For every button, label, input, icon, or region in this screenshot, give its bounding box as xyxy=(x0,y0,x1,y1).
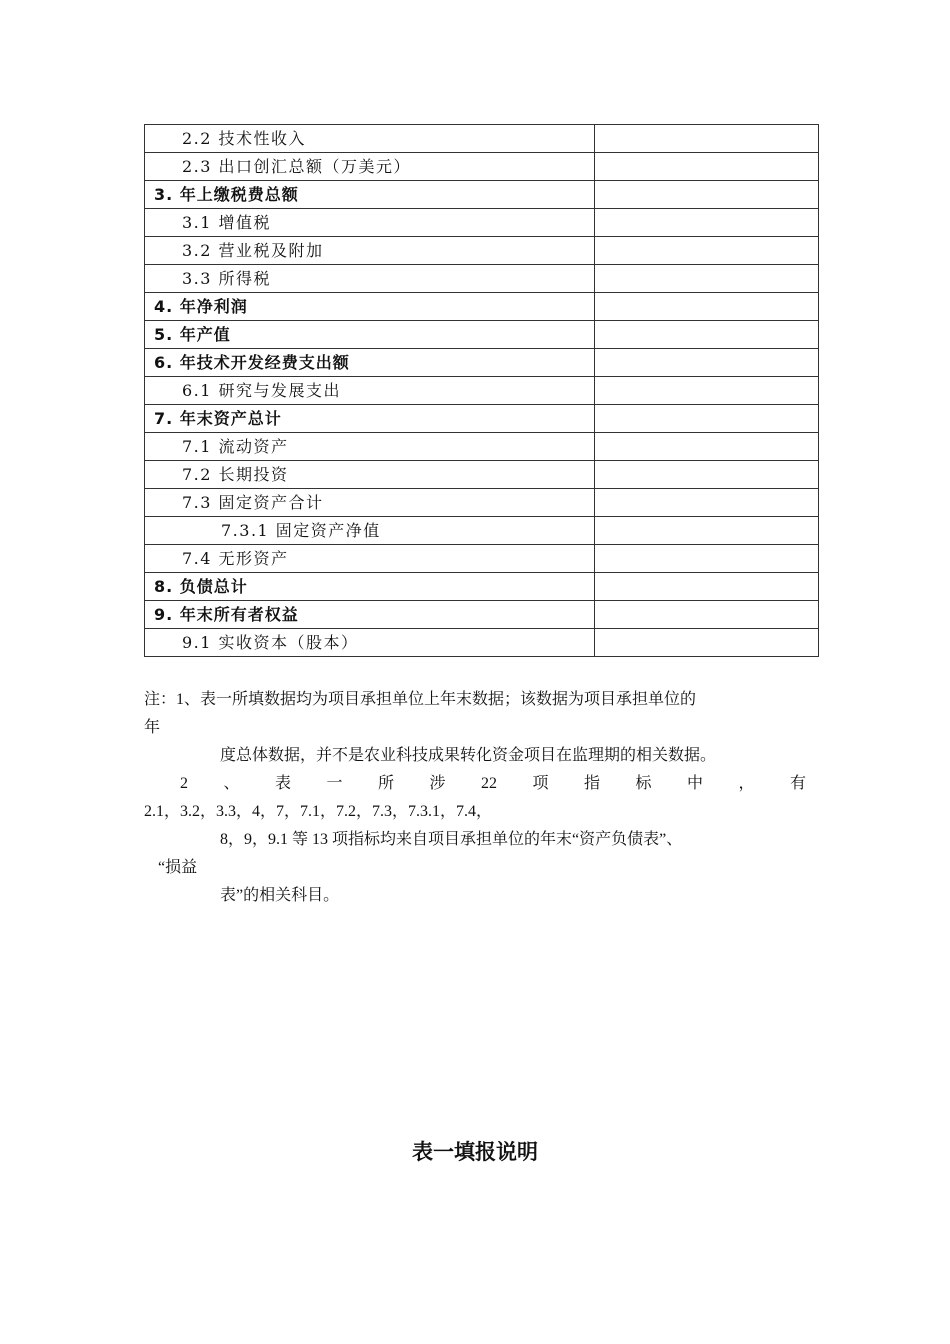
table-row xyxy=(145,321,819,349)
indicator-label: 7.2 长期投资 xyxy=(145,461,595,489)
note-2-word: 一 xyxy=(326,775,343,792)
table-row xyxy=(145,265,819,293)
note-2-word: 标 xyxy=(635,775,652,792)
table-row xyxy=(145,433,819,461)
indicator-label: 5. 年产值 xyxy=(145,321,595,349)
indicator-value-cell[interactable] xyxy=(595,237,819,265)
table-row xyxy=(145,377,819,405)
table-row xyxy=(145,293,819,321)
indicator-label: 3.2 营业税及附加 xyxy=(145,237,595,265)
indicator-label: 7.3.1 固定资产净值 xyxy=(145,517,595,545)
table-row xyxy=(145,153,819,181)
notes-section xyxy=(144,686,806,910)
note-2-word: 指 xyxy=(583,775,600,792)
indicator-value-cell[interactable] xyxy=(595,209,819,237)
note-2-word: 2 xyxy=(180,775,188,792)
indicator-label: 3.1 增值税 xyxy=(145,209,595,237)
indicator-value-cell[interactable] xyxy=(595,377,819,405)
note-2-word: 、 xyxy=(223,775,240,792)
table-row xyxy=(145,125,819,153)
note-2-continuation: 8，9，9.1 等 13 项指标均来自项目承担单位的年末“资产负债表”、 xyxy=(220,831,683,848)
indicator-value-cell[interactable] xyxy=(595,573,819,601)
indicator-value-cell[interactable] xyxy=(595,489,819,517)
indicator-label: 3.3 所得税 xyxy=(145,265,595,293)
section-title: 表一填报说明 xyxy=(412,1140,538,1164)
indicator-value-cell[interactable] xyxy=(595,293,819,321)
table-row xyxy=(145,461,819,489)
indicator-value-cell[interactable] xyxy=(595,349,819,377)
note-2-word: 项 xyxy=(532,775,549,792)
indicator-value-cell[interactable] xyxy=(595,125,819,153)
indicator-label: 3. 年上缴税费总额 xyxy=(145,181,595,209)
note-2-end: 表”的相关科目。 xyxy=(220,887,340,904)
note-2-word: 所 xyxy=(377,775,394,792)
note-2-wrap: “损益 xyxy=(158,859,198,876)
table-row xyxy=(145,517,819,545)
indicator-label: 2.3 出口创汇总额（万美元） xyxy=(145,153,595,181)
indicator-value-cell[interactable] xyxy=(595,265,819,293)
table-row xyxy=(145,181,819,209)
indicator-value-cell[interactable] xyxy=(595,517,819,545)
note-2-word: 有 xyxy=(789,775,806,792)
table-row xyxy=(145,629,819,657)
indicator-value-cell[interactable] xyxy=(595,629,819,657)
table-row xyxy=(145,601,819,629)
table-row xyxy=(145,489,819,517)
indicator-table xyxy=(144,124,819,657)
indicator-label: 7.3 固定资产合计 xyxy=(145,489,595,517)
table-row xyxy=(145,573,819,601)
indicator-label: 2.2 技术性收入 xyxy=(145,125,595,153)
table-row xyxy=(145,349,819,377)
note-2-word: 22 xyxy=(480,775,497,792)
table-row xyxy=(145,405,819,433)
indicator-value-cell[interactable] xyxy=(595,405,819,433)
table-row xyxy=(145,237,819,265)
note-2-index-list: 2.1，3.2，3.3，4，7，7.1，7.2，7.3，7.3.1，7.4， xyxy=(144,803,493,820)
note-1-line: 注：1、表一所填数据均为项目承担单位上年末数据；该数据为项目承担单位的 xyxy=(144,691,697,708)
indicator-value-cell[interactable] xyxy=(595,181,819,209)
note-1-wrap: 年 xyxy=(144,719,161,736)
note-2-word: ， xyxy=(738,775,755,792)
indicator-value-cell[interactable] xyxy=(595,545,819,573)
table-row xyxy=(145,209,819,237)
note-2-word: 涉 xyxy=(429,775,446,792)
note-2-line xyxy=(144,770,806,798)
indicator-label: 4. 年净利润 xyxy=(145,293,595,321)
indicator-label: 6. 年技术开发经费支出额 xyxy=(145,349,595,377)
indicator-label: 7.1 流动资产 xyxy=(145,433,595,461)
indicator-value-cell[interactable] xyxy=(595,601,819,629)
indicator-label: 8. 负债总计 xyxy=(145,573,595,601)
indicator-label: 7. 年末资产总计 xyxy=(145,405,595,433)
indicator-value-cell[interactable] xyxy=(595,433,819,461)
indicator-label: 9. 年末所有者权益 xyxy=(145,601,595,629)
note-1-continuation: 度总体数据，并不是农业科技成果转化资金项目在监理期的相关数据。 xyxy=(220,747,717,764)
indicator-value-cell[interactable] xyxy=(595,153,819,181)
indicator-value-cell[interactable] xyxy=(595,461,819,489)
indicator-label: 7.4 无形资产 xyxy=(145,545,595,573)
note-2-word: 表 xyxy=(274,775,291,792)
indicator-label: 9.1 实收资本（股本） xyxy=(145,629,595,657)
indicator-value-cell[interactable] xyxy=(595,321,819,349)
note-2-word: 中 xyxy=(686,775,703,792)
indicator-label: 6.1 研究与发展支出 xyxy=(145,377,595,405)
table-row xyxy=(145,545,819,573)
